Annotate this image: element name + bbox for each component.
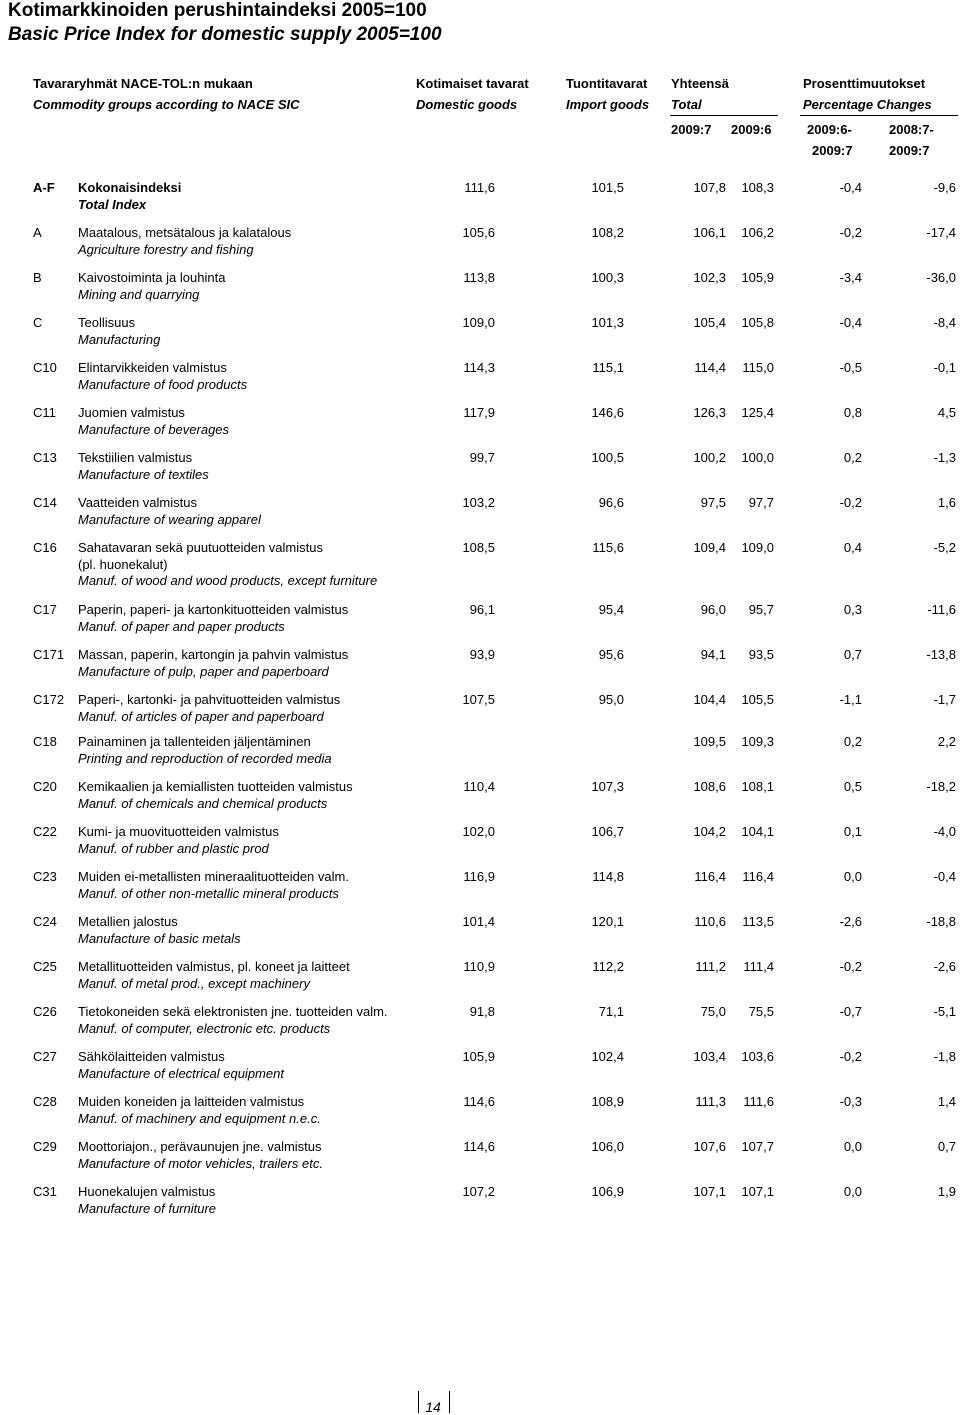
- row-label-fi: Moottoriajon., perävaunujen jne. valmistus: [78, 1139, 322, 1154]
- row-label-fi: Tietokoneiden sekä elektronisten jne. tuotteiden valm.: [78, 1004, 388, 1019]
- cell-t7: 116,4: [694, 869, 726, 884]
- row-code: C31: [33, 1184, 57, 1199]
- row-description: [78, 779, 353, 812]
- cell-c2: -17,4: [926, 225, 956, 240]
- cell-dom: 114,6: [463, 1094, 495, 1109]
- cell-dom: 103,2: [462, 495, 495, 510]
- cell-imp: 115,6: [592, 540, 624, 555]
- cell-c1: -0,5: [839, 360, 862, 375]
- cell-c1: 0,7: [843, 647, 862, 662]
- row-label-en: Manuf. of other non-metallic mineral products: [78, 885, 339, 901]
- cell-imp: 95,0: [598, 692, 624, 707]
- cell-c2: -18,8: [926, 914, 956, 929]
- row-label-fi: Kemikaalien ja kemiallisten tuotteiden valmistus: [78, 779, 353, 794]
- cell-c2: -4,0: [933, 824, 956, 839]
- header-col-chg1-a: 2009:6-: [807, 122, 852, 137]
- cell-dom: 105,6: [462, 225, 495, 240]
- cell-dom: 91,8: [469, 1004, 495, 1019]
- cell-t6: 93,5: [748, 647, 774, 662]
- row-label-fi: Paperi-, kartonki- ja pahvituotteiden valmistus: [78, 692, 341, 707]
- total-underline: [670, 115, 778, 116]
- row-label-en: Manuf. of machinery and equipment n.e.c.: [78, 1110, 321, 1126]
- row-label-fi: Painaminen ja tallenteiden jäljentäminen: [78, 734, 311, 749]
- cell-dom: 113,8: [463, 270, 495, 285]
- cell-imp: 95,4: [598, 602, 624, 617]
- cell-t6: 109,0: [741, 540, 774, 555]
- cell-t7: 108,6: [693, 779, 726, 794]
- cell-dom: 114,3: [463, 360, 495, 375]
- cell-t6: 95,7: [748, 602, 774, 617]
- cell-imp: 71,1: [598, 1004, 624, 1019]
- row-description: [78, 405, 229, 438]
- row-label-en: Manuf. of wood and wood products, except furniture: [78, 573, 378, 588]
- cell-t7: 104,4: [693, 692, 726, 707]
- cell-t6: 105,5: [741, 692, 774, 707]
- cell-t6: 103,6: [741, 1049, 774, 1064]
- cell-t7: 102,3: [693, 270, 726, 285]
- cell-c1: -2,6: [839, 914, 862, 929]
- cell-imp: 96,6: [598, 495, 624, 510]
- cell-c2: 1,6: [937, 495, 956, 510]
- cell-t7: 100,2: [693, 450, 726, 465]
- cell-c2: -18,2: [926, 779, 956, 794]
- cell-dom: 110,4: [463, 779, 495, 794]
- row-description: [78, 647, 348, 680]
- cell-dom: 107,5: [462, 692, 495, 707]
- cell-t7: 107,1: [693, 1184, 726, 1199]
- cell-c2: 0,7: [937, 1139, 956, 1154]
- header-col-chg2-a: 2008:7-: [889, 122, 934, 137]
- cell-t7: 94,1: [700, 647, 726, 662]
- cell-t7: 109,4: [693, 540, 726, 555]
- cell-c1: 0,1: [843, 824, 862, 839]
- cell-dom: 105,9: [462, 1049, 495, 1064]
- row-label-en: Printing and reproduction of recorded media: [78, 750, 332, 766]
- row-label-en: Manufacture of pulp, paper and paperboard: [78, 663, 329, 679]
- row-code: B: [33, 270, 42, 285]
- row-label-en: Manufacture of food products: [78, 376, 248, 392]
- row-label-en: Manuf. of computer, electronic etc. products: [78, 1020, 331, 1036]
- row-code: C11: [33, 405, 56, 420]
- row-description: [78, 1004, 388, 1037]
- cell-c1: 0,2: [843, 450, 862, 465]
- header-pct-en: Percentage Changes: [803, 97, 932, 112]
- cell-c1: 0,5: [843, 779, 862, 794]
- cell-c1: -0,2: [839, 495, 862, 510]
- cell-c2: -5,1: [933, 1004, 956, 1019]
- row-code: C22: [33, 824, 57, 839]
- row-label-fi: Kumi- ja muovituotteiden valmistus: [78, 824, 279, 839]
- header-col-2009-7: 2009:7: [671, 122, 712, 137]
- row-description: [78, 225, 291, 258]
- row-label-en: Manufacture of wearing apparel: [78, 511, 261, 527]
- row-label-fi: Metallien jalostus: [78, 914, 178, 929]
- cell-c2: -5,2: [933, 540, 956, 555]
- row-description: [78, 869, 349, 902]
- cell-c2: 1,4: [937, 1094, 956, 1109]
- cell-imp: 102,4: [591, 1049, 624, 1064]
- row-description: [78, 495, 261, 528]
- cell-t7: 104,2: [693, 824, 726, 839]
- row-label-fi: Muiden ei-metallisten mineraalituotteiden valm.: [78, 869, 349, 884]
- cell-c1: 0,0: [843, 869, 862, 884]
- cell-dom: 96,1: [469, 602, 495, 617]
- row-label-en: Manuf. of paper and paper products: [78, 618, 285, 634]
- row-label-fi: Sahatavaran sekä puutuotteiden valmistus: [78, 540, 323, 555]
- cell-c1: 0,4: [843, 540, 862, 555]
- row-description: [78, 734, 332, 767]
- row-label-fi: Sähkölaitteiden valmistus: [78, 1049, 225, 1064]
- cell-c1: -3,4: [839, 270, 862, 285]
- cell-imp: 146,6: [591, 405, 624, 420]
- row-label-en: Manuf. of metal prod., except machinery: [78, 975, 310, 991]
- cell-dom: 109,0: [462, 315, 495, 330]
- cell-c2: -1,7: [933, 692, 956, 707]
- row-description: [78, 914, 241, 947]
- cell-imp: 106,9: [591, 1184, 624, 1199]
- cell-imp: 100,3: [591, 270, 624, 285]
- row-label-fi: Paperin, paperi- ja kartonkituotteiden valmistus: [78, 602, 349, 617]
- cell-t7: 106,1: [693, 225, 726, 240]
- cell-c2: 2,2: [937, 734, 956, 749]
- row-code: C: [33, 315, 43, 330]
- cell-c1: -0,2: [839, 1049, 862, 1064]
- cell-t6: 125,4: [741, 405, 774, 420]
- row-label-fi: Vaatteiden valmistus: [78, 495, 197, 510]
- cell-t6: 105,9: [741, 270, 774, 285]
- row-description: [78, 270, 225, 303]
- row-label-fi: Metallituotteiden valmistus, pl. koneet ja laitteet: [78, 959, 350, 974]
- cell-t7: 107,6: [693, 1139, 726, 1154]
- row-description: [78, 959, 350, 992]
- cell-t6: 111,6: [743, 1094, 774, 1109]
- header-total-en: Total: [671, 97, 702, 112]
- cell-t7: 111,3: [695, 1094, 726, 1109]
- cell-c2: -2,6: [933, 959, 956, 974]
- cell-c1: 0,2: [843, 734, 862, 749]
- cell-c1: -1,1: [839, 692, 862, 707]
- cell-t7: 107,8: [693, 180, 726, 195]
- row-code: C23: [33, 869, 57, 884]
- cell-c2: -0,4: [933, 869, 956, 884]
- cell-imp: 107,3: [591, 779, 624, 794]
- row-code: C28: [33, 1094, 57, 1109]
- cell-c1: 0,8: [843, 405, 862, 420]
- row-description: [78, 450, 209, 483]
- cell-c2: -13,8: [926, 647, 956, 662]
- row-code: C29: [33, 1139, 57, 1154]
- cell-c2: -11,6: [927, 602, 956, 617]
- cell-c2: -1,8: [933, 1049, 956, 1064]
- cell-c2: -0,1: [933, 360, 956, 375]
- cell-c1: -0,2: [839, 225, 862, 240]
- cell-imp: 101,5: [591, 180, 624, 195]
- cell-dom: 93,9: [469, 647, 495, 662]
- row-code: A-F: [33, 180, 55, 195]
- cell-t6: 107,1: [741, 1184, 774, 1199]
- header-col-chg1-b: 2009:7: [812, 143, 853, 158]
- cell-c1: -0,2: [839, 959, 862, 974]
- row-label-fi: Tekstiilien valmistus: [78, 450, 193, 465]
- cell-t6: 111,4: [743, 959, 774, 974]
- row-label-en: Manufacture of beverages: [78, 421, 230, 437]
- pct-underline: [800, 115, 958, 116]
- cell-c2: 4,5: [937, 405, 956, 420]
- page-title-fi: Kotimarkkinoiden perushintaindeksi 2005=100: [8, 0, 427, 21]
- row-label-en: Manufacture of electrical equipment: [78, 1065, 284, 1081]
- cell-t7: 105,4: [693, 315, 726, 330]
- row-code: C27: [33, 1049, 57, 1064]
- cell-c1: -0,4: [839, 315, 862, 330]
- row-description: [78, 1094, 321, 1127]
- row-label-fi: Maatalous, metsätalous ja kalatalous: [78, 225, 292, 240]
- header-domestic-en: Domestic goods: [416, 97, 518, 112]
- row-label-en: Manufacture of motor vehicles, trailers etc.: [78, 1155, 323, 1171]
- cell-dom: 108,5: [462, 540, 495, 555]
- cell-c1: -0,7: [839, 1004, 862, 1019]
- cell-t6: 105,8: [741, 315, 774, 330]
- row-label-en: Manufacture of basic metals: [78, 930, 241, 946]
- row-code: C16: [33, 540, 57, 555]
- cell-imp: 112,2: [592, 959, 624, 974]
- row-code: C171: [33, 647, 65, 662]
- cell-c2: 1,9: [937, 1184, 956, 1199]
- row-label-en: Agriculture forestry and fishing: [78, 241, 254, 257]
- row-label-en: Manuf. of articles of paper and paperboard: [78, 708, 324, 724]
- cell-imp: 100,5: [591, 450, 624, 465]
- cell-t7: 75,0: [700, 1004, 726, 1019]
- row-label-fi: Juomien valmistus: [78, 405, 185, 420]
- row-label-en: Manuf. of chemicals and chemical products: [78, 795, 328, 811]
- header-pct-fi: Prosenttimuutokset: [803, 76, 926, 91]
- cell-t6: 106,2: [741, 225, 774, 240]
- cell-t6: 107,7: [741, 1139, 774, 1154]
- row-code: C10: [33, 360, 57, 375]
- row-description: [78, 602, 348, 635]
- cell-dom: 111,6: [464, 180, 495, 195]
- cell-t6: 109,3: [741, 734, 774, 749]
- cell-c1: -0,3: [839, 1094, 862, 1109]
- row-description: [78, 1139, 323, 1172]
- row-label-en: Manuf. of rubber and plastic prod: [78, 840, 269, 856]
- cell-dom: 116,9: [463, 869, 495, 884]
- header-import-fi: Tuontitavarat: [566, 76, 648, 91]
- row-code: C24: [33, 914, 57, 929]
- cell-imp: 114,8: [592, 869, 624, 884]
- row-description: [78, 692, 340, 725]
- row-label-fi: Kaivostoiminta ja louhinta: [78, 270, 226, 285]
- cell-c2: -36,0: [926, 270, 956, 285]
- row-code: C18: [33, 734, 57, 749]
- cell-t7: 114,4: [694, 360, 726, 375]
- cell-t7: 111,2: [695, 959, 726, 974]
- row-code: C14: [33, 495, 57, 510]
- row-label-en: Mining and quarrying: [78, 286, 200, 302]
- cell-imp: 115,1: [592, 360, 624, 375]
- header-domestic-fi: Kotimaiset tavarat: [416, 76, 529, 91]
- row-label-en: Manufacturing: [78, 331, 161, 347]
- cell-t6: 115,0: [742, 360, 774, 375]
- cell-t7: 110,6: [694, 914, 726, 929]
- row-label-fi: Huonekalujen valmistus: [78, 1184, 216, 1199]
- cell-t6: 113,5: [742, 914, 774, 929]
- row-code: C13: [33, 450, 57, 465]
- row-code: A: [33, 225, 42, 240]
- cell-c1: 0,3: [843, 602, 862, 617]
- cell-dom: 110,9: [463, 959, 495, 974]
- cell-imp: 108,9: [591, 1094, 624, 1109]
- cell-c2: -8,4: [933, 315, 956, 330]
- cell-t6: 108,1: [741, 779, 774, 794]
- row-label-en: Total Index: [78, 196, 147, 212]
- page-title-en: Basic Price Index for domestic supply 2005=100: [8, 24, 442, 45]
- row-label-fi: Massan, paperin, kartongin ja pahvin valmistus: [78, 647, 349, 662]
- cell-imp: 120,1: [591, 914, 624, 929]
- header-col-chg2-b: 2009:7: [889, 143, 930, 158]
- cell-imp: 95,6: [598, 647, 624, 662]
- cell-t6: 108,3: [741, 180, 774, 195]
- row-code: C172: [33, 692, 65, 707]
- header-import-en: Import goods: [566, 97, 650, 112]
- row-description: [78, 540, 377, 590]
- row-description: [78, 1049, 284, 1082]
- cell-imp: 106,7: [591, 824, 624, 839]
- cell-c1: -0,4: [839, 180, 862, 195]
- row-description: [78, 360, 247, 393]
- cell-dom: 107,2: [462, 1184, 495, 1199]
- cell-dom: 117,9: [463, 405, 495, 420]
- header-groups-fi: Tavararyhmät NACE-TOL:n mukaan: [33, 76, 253, 91]
- row-label-fi: Elintarvikkeiden valmistus: [78, 360, 227, 375]
- cell-imp: 101,3: [591, 315, 624, 330]
- cell-dom: 101,4: [462, 914, 495, 929]
- row-label-fi: Kokonaisindeksi: [78, 180, 182, 195]
- cell-t6: 97,7: [748, 495, 774, 510]
- header-groups-en: Commodity groups according to NACE SIC: [33, 97, 300, 112]
- row-description: [78, 315, 160, 348]
- row-code: C26: [33, 1004, 57, 1019]
- row-code: C25: [33, 959, 57, 974]
- cell-dom: 102,0: [462, 824, 495, 839]
- header-total-fi: Yhteensä: [671, 76, 729, 91]
- cell-c2: -9,6: [933, 180, 956, 195]
- cell-imp: 106,0: [591, 1139, 624, 1154]
- row-label-en: Manufacture of furniture: [78, 1200, 217, 1216]
- row-label-en: Manufacture of textiles: [78, 466, 209, 482]
- cell-dom: 99,7: [469, 450, 495, 465]
- row-label-fi-cont: (pl. huonekalut): [78, 556, 168, 572]
- cell-dom: 114,6: [463, 1139, 495, 1154]
- row-label-fi: Teollisuus: [78, 315, 136, 330]
- cell-t6: 75,5: [748, 1004, 774, 1019]
- row-description: [78, 824, 279, 857]
- cell-imp: 108,2: [591, 225, 624, 240]
- row-description: [78, 1184, 216, 1217]
- cell-t6: 100,0: [741, 450, 774, 465]
- cell-c1: 0,0: [843, 1139, 862, 1154]
- cell-t7: 103,4: [693, 1049, 726, 1064]
- row-code: C17: [33, 602, 57, 617]
- cell-t7: 97,5: [700, 495, 726, 510]
- row-label-fi: Muiden koneiden ja laitteiden valmistus: [78, 1094, 305, 1109]
- cell-t6: 104,1: [741, 824, 774, 839]
- cell-t7: 96,0: [700, 602, 726, 617]
- row-code: C20: [33, 779, 57, 794]
- page-number: 14: [425, 1399, 441, 1415]
- cell-t7: 109,5: [693, 734, 726, 749]
- cell-t6: 116,4: [742, 869, 774, 884]
- cell-t7: 126,3: [693, 405, 726, 420]
- cell-c1: 0,0: [843, 1184, 862, 1199]
- row-description: [78, 180, 181, 213]
- cell-c2: -1,3: [933, 450, 956, 465]
- header-col-2009-6: 2009:6: [731, 122, 772, 137]
